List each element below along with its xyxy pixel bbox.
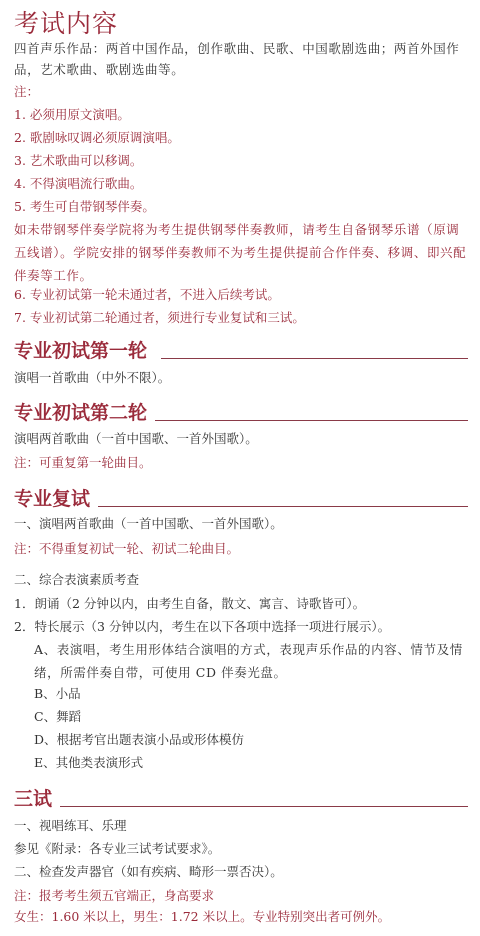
note-item: 1. 必须用原文演唱。: [14, 107, 130, 122]
section-heading: 专业复试: [14, 488, 91, 510]
accompanist-note: 如未带钢琴伴奏学院将为考生提供钢琴伴奏教师，请考生自备钢琴乐谱（原调五线谱）。学院安排的钢琴伴奏教师不为考生提供提前合作伴奏、移调、即兴配伴奏等工作。: [14, 222, 467, 283]
retest-item2: 二、综合表演素质考查: [14, 572, 140, 587]
round2-note: 注：可重复第一轮曲目。: [14, 455, 152, 470]
section-divider: [155, 420, 468, 421]
section-heading: 三试: [14, 788, 53, 810]
note-item: 7. 专业初试第二轮通过者，须进行专业复试和三试。: [14, 310, 305, 325]
retest-sub2: 2．特长展示（3 分钟以内，考生在以下各项中选择一项进行展示）。: [14, 619, 391, 634]
note-item: 5. 考生可自带钢琴伴奏。: [14, 199, 155, 214]
note-item: 6. 专业初试第一轮未通过者，不进入后续考试。: [14, 287, 280, 302]
round2-content: 演唱两首歌曲（一首中国歌、一首外国歌）。: [14, 431, 258, 446]
retest-note1: 注：不得重复初试一轮、初试二轮曲目。: [14, 541, 240, 556]
retest-sub1: 1．朗诵（2 分钟以内，由考生自备，散文、寓言、诗歌皆可）。: [14, 596, 366, 611]
page-title: 考试内容: [14, 9, 119, 38]
section-header-third: [14, 780, 468, 810]
section-header-round2: [14, 394, 468, 424]
third-item2: 二、检查发声器官（如有疾病、畸形一票否决）。: [14, 864, 283, 879]
round1-content: 演唱一首歌曲（中外不限）。: [14, 370, 171, 385]
note-item: 4. 不得演唱流行歌曲。: [14, 176, 143, 191]
third-reference: 参见《附录：各专业三试考试要求》。: [14, 841, 221, 856]
retest-option-b: B、小品: [34, 686, 81, 701]
note-item: 3. 艺术歌曲可以移调。: [14, 153, 143, 168]
section-divider: [60, 806, 468, 807]
third-item1: 一、视唱练耳、乐理: [14, 818, 127, 833]
section-divider: [98, 506, 468, 507]
retest-item1: 一、演唱两首歌曲（一首中国歌、一首外国歌）。: [14, 516, 283, 531]
note-item: 2. 歌剧咏叹调必须原调演唱。: [14, 130, 180, 145]
third-note1: 注：报考考生须五官端正，身高要求: [14, 888, 215, 903]
intro-paragraph: 四首声乐作品：两首中国作品，创作歌曲、民歌、中国歌剧选曲；两首外国作品，艺术歌曲、歌剧选曲等。: [14, 41, 460, 77]
section-divider: [161, 358, 468, 359]
section-heading: 专业初试第一轮: [14, 340, 148, 362]
retest-option-e: E、其他类表演形式: [34, 755, 144, 770]
retest-option-a: A、表演唱，考生用形体结合演唱的方式，表现声乐作品的内容、情节及情绪，所需伴奏自带，可使用 CD 伴奏光盘。: [34, 642, 463, 680]
section-header-round1: [14, 332, 468, 362]
third-note2: 女生：1.60 米以上，男生：1.72 米以上。专业特别突出者可例外。: [14, 909, 391, 924]
notes-label: 注：: [14, 84, 40, 99]
section-header-retest: [14, 480, 468, 510]
section-heading: 专业初试第二轮: [14, 402, 148, 424]
retest-option-c: C、舞蹈: [34, 709, 82, 724]
retest-option-d: D、根据考官出题表演小品或形体模仿: [34, 732, 245, 747]
